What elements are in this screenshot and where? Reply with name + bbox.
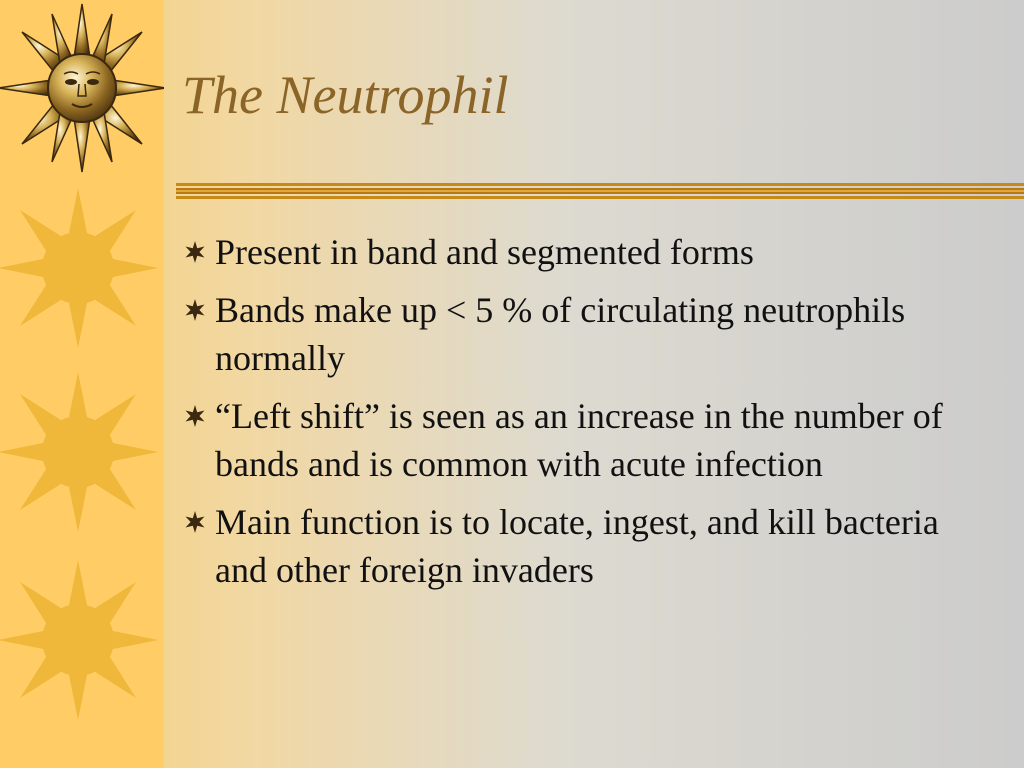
sun-sidebar (0, 0, 164, 768)
bullet-text: “Left shift” is seen as an increase in the number of bands and is common with acute infection (215, 396, 943, 484)
bullet-item (178, 392, 998, 488)
sun-icon (0, 560, 158, 720)
six-pointed-star-icon (183, 510, 207, 534)
slide-title: The Neutrophil (182, 65, 509, 125)
bullet-item (178, 228, 998, 276)
bullet-list (178, 228, 998, 604)
sun-icon (0, 188, 158, 348)
six-pointed-star-icon (183, 240, 207, 264)
bullet-text: Bands make up < 5 % of circulating neutrophils normally (215, 290, 906, 378)
sun-icon (0, 372, 158, 532)
bullet-text: Main function is to locate, ingest, and kill bacteria and other foreign invaders (215, 502, 939, 590)
six-pointed-star-icon (183, 298, 207, 322)
title-rule (176, 181, 1024, 205)
bullet-item (178, 498, 998, 594)
sun-face-icon (0, 4, 164, 172)
six-pointed-star-icon (183, 404, 207, 428)
bullet-item (178, 286, 998, 382)
bullet-text: Present in band and segmented forms (215, 232, 754, 272)
